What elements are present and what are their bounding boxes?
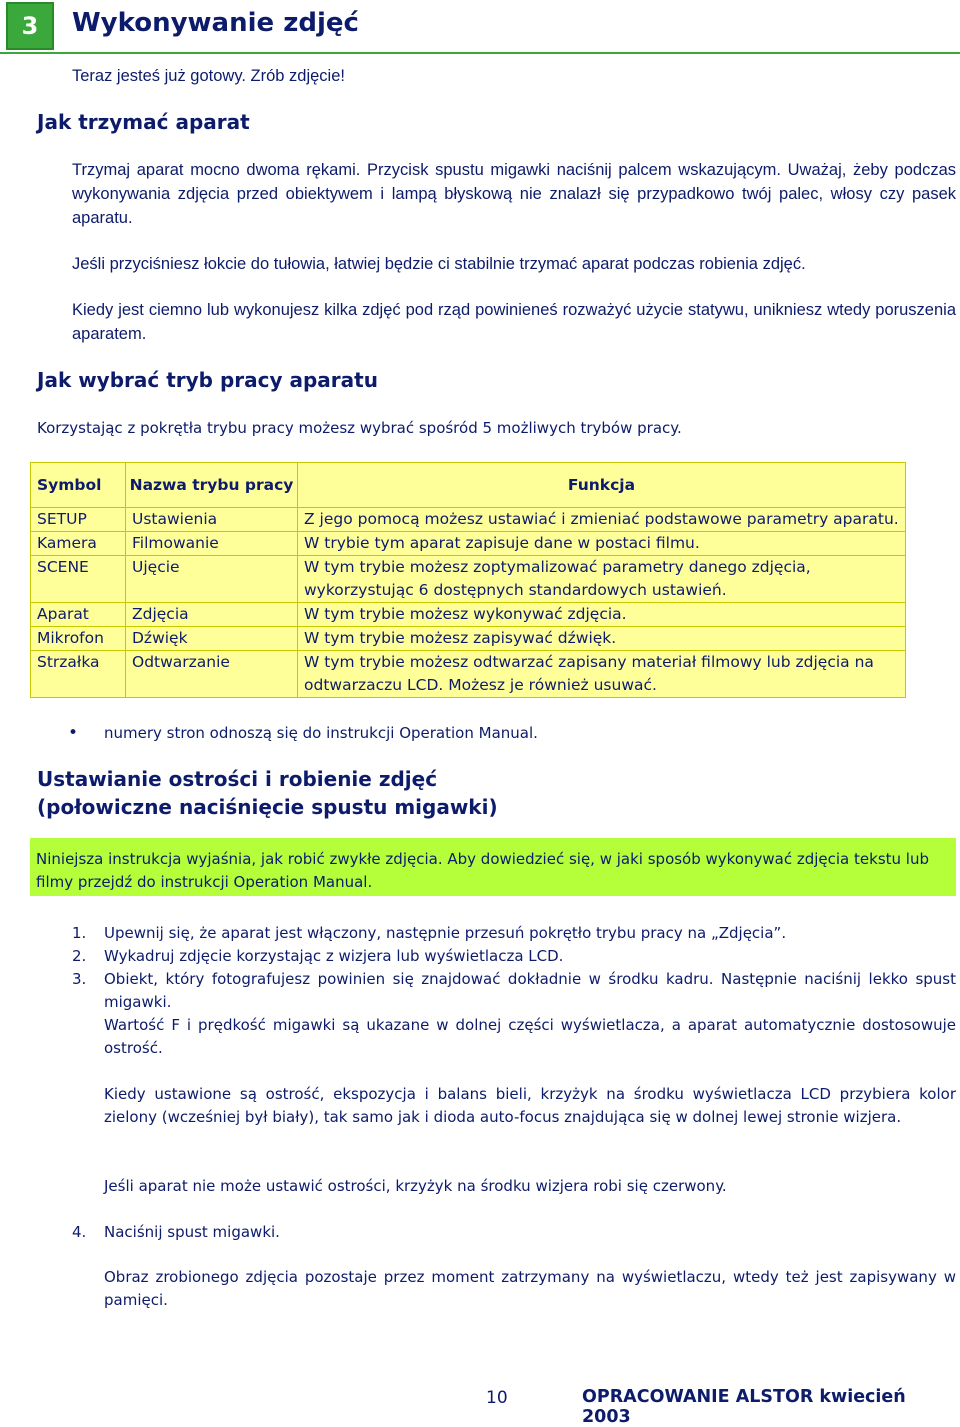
step-3-paragraph-2: Wartość F i prędkość migawki są ukazane w dolnej części wyświetlacza, a aparat automatycznie dostosowuje ostrość. [104,1016,956,1057]
table-cell: W tym trybie możesz wykonywać zdjęcia. [298,603,906,627]
modes-table [30,462,906,698]
table-cell: Kamera [31,532,126,556]
table-header-function: Funkcja [298,463,906,508]
hold-paragraph-1: Trzymaj aparat mocno dwoma rękami. Przycisk spustu migawki naciśnij palcem wskazującym. Uważaj, żeby podczas wykonywania zdjęcia przed obiektywem i lampą błyskową nie znalazł się przypadkowo twój palec, włosy czy pasek aparatu. [72,161,956,227]
table-cell: W tym trybie możesz odtwarzać zapisany materiał filmowy lub zdjęcia na odtwarzaczu LCD. Możesz je również usuwać. [298,651,906,698]
hold-paragraph-3: Kiedy jest ciemno lub wykonujesz kilka zdjęć pod rząd powinieneś rozważyć użycie statywu, unikniesz wtedy poruszenia aparatem. [72,301,956,343]
section-heading-focus-2: (połowiczne naciśnięcie spustu migawki) [37,795,498,819]
table-cell: W trybie tym aparat zapisuje dane w postaci filmu. [298,532,906,556]
table-row [31,508,906,532]
table-cell: Ustawienia [126,508,298,532]
step-number: 2. [72,947,87,965]
table-row [31,627,906,651]
table-row [31,556,906,603]
table-row [31,532,906,556]
step-text: Wykadruj zdjęcie korzystając z wizjera lub wyświetlacza LCD. [104,947,564,965]
step-4-paragraph-2: Obraz zrobionego zdjęcia pozostaje przez moment zatrzymany na wyświetlaczu, wtedy też jest zapisywany w pamięci. [104,1268,956,1309]
table-cell: Mikrofon [31,627,126,651]
step-3-paragraph-3: Kiedy ustawione są ostrość, ekspozycja i balans bieli, krzyżyk na środku wyświetlacza LCD przybiera kolor zielony (wcześniej był biały), tak samo jak i dioda auto-focus znajdująca się w dolnej lewej stronie wizjera. [104,1085,956,1126]
table-cell: SCENE [31,556,126,603]
table-cell: Strzałka [31,651,126,698]
info-note-box [30,838,956,896]
table-header-symbol: Symbol [31,463,126,508]
table-cell: Filmowanie [126,532,298,556]
section-heading-hold: Jak trzymać aparat [37,110,250,134]
chapter-number-badge: 3 [6,2,54,50]
table-row [31,651,906,698]
intro-text: Teraz jesteś już gotowy. Zrób zdjęcie! [72,67,345,85]
table-cell: W tym trybie możesz zapisywać dźwięk. [298,627,906,651]
table-cell: Odtwarzanie [126,651,298,698]
table-cell: Zdjęcia [126,603,298,627]
table-cell: SETUP [31,508,126,532]
footer-text: OPRACOWANIE ALSTOR kwiecień 2003 [582,1387,906,1427]
step-3-paragraph-4: Jeśli aparat nie może ustawić ostrości, krzyżyk na środku wizjera robi się czerwony. [104,1177,727,1195]
info-note-text: Niniejsza instrukcja wyjaśnia, jak robić zwykłe zdjęcia. Aby dowiedzieć się, w jaki sposób wykonywać zdjęcia tekstu lub filmy przejdź do instrukcji Operation Manual. [36,850,929,891]
bullet-icon: • [68,723,79,743]
hold-paragraph-2: Jeśli przyciśniesz łokcie do tułowia, łatwiej będzie ci stabilnie trzymać aparat podczas robienia zdjęć. [72,255,806,273]
page-number: 10 [486,1388,508,1408]
table-row [31,603,906,627]
table-header-row [31,463,906,508]
table-cell: W tym trybie możesz zoptymalizować parametry danego zdjęcia, wykorzystując 6 dostępnych standardowych ustawień. [298,556,906,603]
step-number: 4. [72,1223,87,1241]
step-text: Obiekt, który fotografujesz powinien się znajdować dokładnie w środku kadru. Następnie naciśnij lekko spust migawki. [104,970,956,1011]
step-number: 1. [72,924,87,942]
chapter-divider [0,52,960,54]
step-text: Naciśnij spust migawki. [104,1223,280,1241]
chapter-title: Wykonywanie zdjęć [72,8,359,38]
table-cell: Aparat [31,603,126,627]
section-heading-focus-1: Ustawianie ostrości i robienie zdjęć [37,767,438,791]
step-text: Upewnij się, że aparat jest włączony, następnie przesuń pokrętło trybu pracy na „Zdjęcia”. [104,924,787,942]
section-heading-mode: Jak wybrać tryb pracy aparatu [37,368,378,392]
table-cell: Ujęcie [126,556,298,603]
step-number: 3. [72,970,87,988]
table-cell: Dźwięk [126,627,298,651]
table-header-name: Nazwa trybu pracy [126,463,298,508]
bullet-note: numery stron odnoszą się do instrukcji Operation Manual. [104,724,538,742]
mode-intro: Korzystając z pokrętła trybu pracy możesz wybrać spośród 5 możliwych trybów pracy. [37,419,682,437]
table-cell: Z jego pomocą możesz ustawiać i zmieniać podstawowe parametry aparatu. [298,508,906,532]
